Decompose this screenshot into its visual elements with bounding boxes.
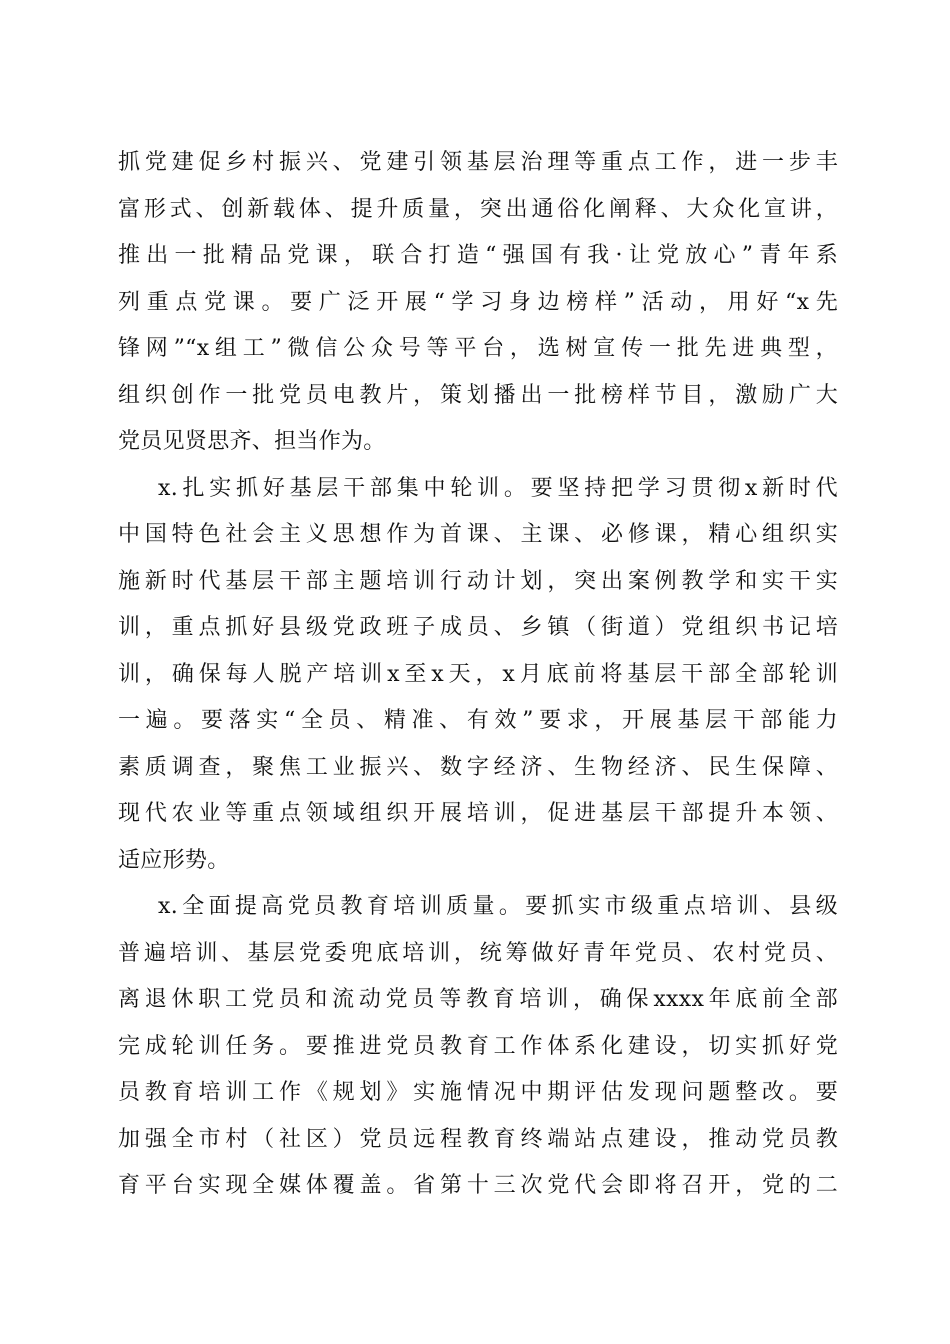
text-line: 推出一批精品党课，联合打造“强国有我·让党放心”青年系: [118, 243, 838, 268]
body-text: [118, 140, 838, 1210]
text-line: 训，确保每人脱产培训x至x天，x月底前将基层干部全部轮训: [118, 661, 838, 687]
text-line: 富形式、创新载体、提升质量，突出通俗化阐释、大众化宣讲，: [118, 196, 838, 222]
text-line: x.全面提高党员教育培训质量。要抓实市级重点培训、县级: [158, 894, 838, 919]
text-line: x.扎实抓好基层干部集中轮训。要坚持把学习贯彻x新时代: [158, 475, 838, 501]
paragraph-3: [118, 884, 838, 1210]
text-line: 训，重点抓好县级党政班子成员、乡镇（街道）党组织书记培: [118, 615, 838, 640]
paragraph-1: [118, 140, 838, 466]
text-line: 党员见贤思齐、担当作为。: [118, 429, 386, 454]
text-line: 离退休职工党员和流动党员等教育培训，确保xxxx年底前全部: [118, 987, 838, 1012]
text-line: 抓党建促乡村振兴、党建引领基层治理等重点工作，进一步丰: [118, 150, 838, 175]
text-line: 加强全市村（社区）党员远程教育终端站点建设，推动党员教: [118, 1126, 838, 1152]
text-line: 列重点党课。要广泛开展“学习身边榜样”活动，用好“x先: [118, 289, 838, 315]
text-line: 普遍培训、基层党委兜底培训，统筹做好青年党员、农村党员、: [118, 940, 838, 966]
text-line: 素质调查，聚焦工业振兴、数字经济、生物经济、民生保障、: [118, 754, 838, 780]
text-line: 一遍。要落实“全员、精准、有效”要求，开展基层干部能力: [118, 708, 838, 733]
text-line: 完成轮训任务。要推进党员教育工作体系化建设，切实抓好党: [118, 1033, 838, 1059]
text-line: 施新时代基层干部主题培训行动计划，突出案例教学和实干实: [118, 568, 838, 594]
text-line: 组织创作一批党员电教片，策划播出一批榜样节目，激励广大: [118, 382, 838, 408]
text-line: 现代农业等重点领域组织开展培训，促进基层干部提升本领、: [118, 801, 838, 826]
text-line: 员教育培训工作《规划》实施情况中期评估发现问题整改。要: [118, 1080, 838, 1105]
paragraph-2: [118, 466, 838, 885]
text-line: 锋网”“x组工”微信公众号等平台，选树宣传一批先进典型，: [118, 336, 838, 361]
text-line: 育平台实现全媒体覆盖。省第十三次党代会即将召开，党的二: [118, 1173, 838, 1198]
text-line: 中国特色社会主义思想作为首课、主课、必修课，精心组织实: [118, 522, 838, 547]
text-line: 适应形势。: [118, 847, 230, 873]
